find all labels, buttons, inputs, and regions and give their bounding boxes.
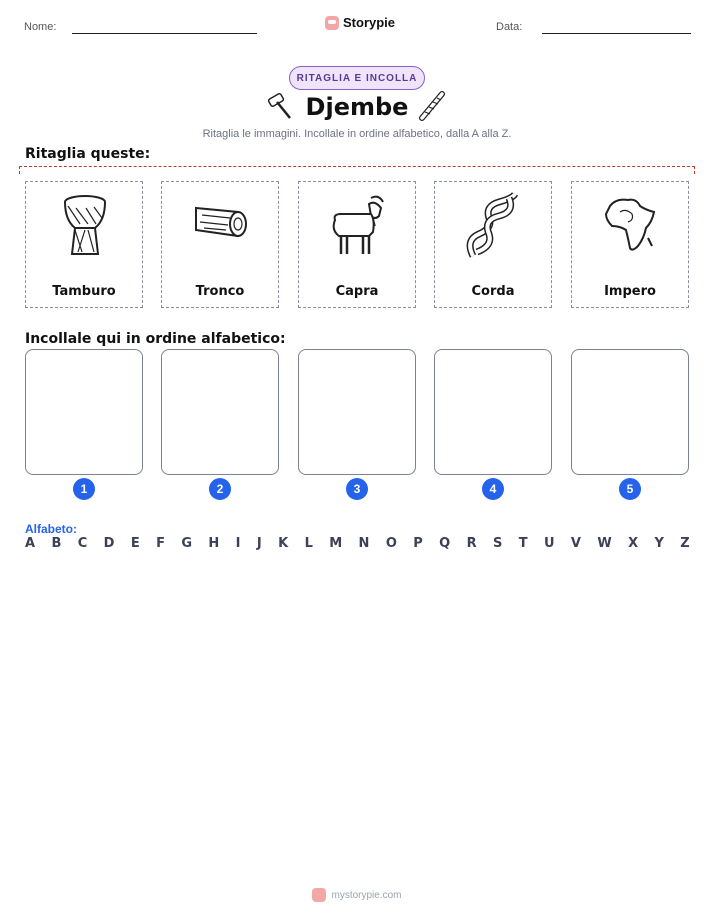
card-label: Capra <box>335 284 379 299</box>
braid-icon <box>416 90 448 122</box>
alphabet-letter: S <box>492 536 503 551</box>
name-label: Nome: <box>24 21 57 33</box>
footer-url[interactable]: mystorypie.com <box>331 889 402 901</box>
cut-line <box>19 166 695 174</box>
alphabet-letter: T <box>518 536 528 551</box>
storypie-logo-icon <box>325 16 339 30</box>
alphabet-letter: F <box>156 536 165 551</box>
alphabet-row <box>25 536 690 551</box>
alphabet-letter: L <box>304 536 313 551</box>
date-line[interactable] <box>542 33 691 34</box>
slot-number-4: 4 <box>482 478 504 500</box>
alphabet-letter: K <box>278 536 289 551</box>
alphabet-letter: B <box>51 536 62 551</box>
card-label: Tronco <box>195 284 245 299</box>
page-title: Djembe <box>305 93 409 121</box>
paste-slot-1[interactable] <box>25 349 143 475</box>
alphabet-letter: W <box>597 536 612 551</box>
brand-name: Storypie <box>343 15 396 30</box>
cut-card-capra[interactable] <box>298 181 416 308</box>
slot-number-3: 3 <box>346 478 368 500</box>
paste-slot-3[interactable] <box>298 349 416 475</box>
alphabet-letter: J <box>256 536 262 551</box>
alphabet-letter: Q <box>439 536 451 551</box>
storypie-logo-icon <box>312 888 326 902</box>
alphabet-letter: E <box>130 536 140 551</box>
alphabet-letter: Y <box>654 536 664 551</box>
paste-heading: Incollale qui in ordine alfabetico: <box>25 331 286 347</box>
activity-badge: RITAGLIA E INCOLLA <box>289 66 425 90</box>
cut-card-tamburo[interactable] <box>25 181 143 308</box>
cut-card-tronco[interactable] <box>161 181 279 308</box>
paste-slot-4[interactable] <box>434 349 552 475</box>
alphabet-letter: D <box>103 536 115 551</box>
cut-card-corda[interactable] <box>434 181 552 308</box>
card-label: Corda <box>471 284 515 299</box>
rope-icon <box>459 190 529 260</box>
alphabet-letter: G <box>181 536 193 551</box>
alphabet-letter: R <box>466 536 477 551</box>
drum-icon <box>50 190 120 260</box>
cut-card-impero[interactable] <box>571 181 689 308</box>
alphabet-heading: Alfabeto: <box>25 522 77 536</box>
africa-map-icon <box>596 190 666 260</box>
alphabet-letter: N <box>358 536 370 551</box>
slot-number-2: 2 <box>209 478 231 500</box>
name-line[interactable] <box>72 33 257 34</box>
card-label: Tamburo <box>52 284 116 299</box>
alphabet-letter: U <box>543 536 555 551</box>
brand-logo <box>325 15 395 30</box>
goat-icon <box>323 190 393 260</box>
footer <box>0 888 714 902</box>
alphabet-letter: I <box>235 536 241 551</box>
alphabet-letter: X <box>628 536 639 551</box>
alphabet-letter: M <box>329 536 343 551</box>
alphabet-letter: O <box>385 536 397 551</box>
alphabet-letter: C <box>77 536 88 551</box>
slot-number-5: 5 <box>619 478 641 500</box>
slot-number-1: 1 <box>73 478 95 500</box>
alphabet-letter: V <box>570 536 581 551</box>
cut-heading: Ritaglia queste: <box>25 146 151 162</box>
alphabet-letter: H <box>208 536 220 551</box>
log-icon <box>186 190 256 260</box>
alphabet-letter: Z <box>680 536 690 551</box>
paste-slot-5[interactable] <box>571 349 689 475</box>
card-label: Impero <box>604 284 656 299</box>
alphabet-letter: A <box>25 536 36 551</box>
date-label: Data: <box>496 21 523 33</box>
instructions: Ritaglia le immagini. Incollale in ordine alfabetico, dalla A alla Z. <box>202 128 512 140</box>
alphabet-letter: P <box>413 536 423 551</box>
paste-slot-2[interactable] <box>161 349 279 475</box>
